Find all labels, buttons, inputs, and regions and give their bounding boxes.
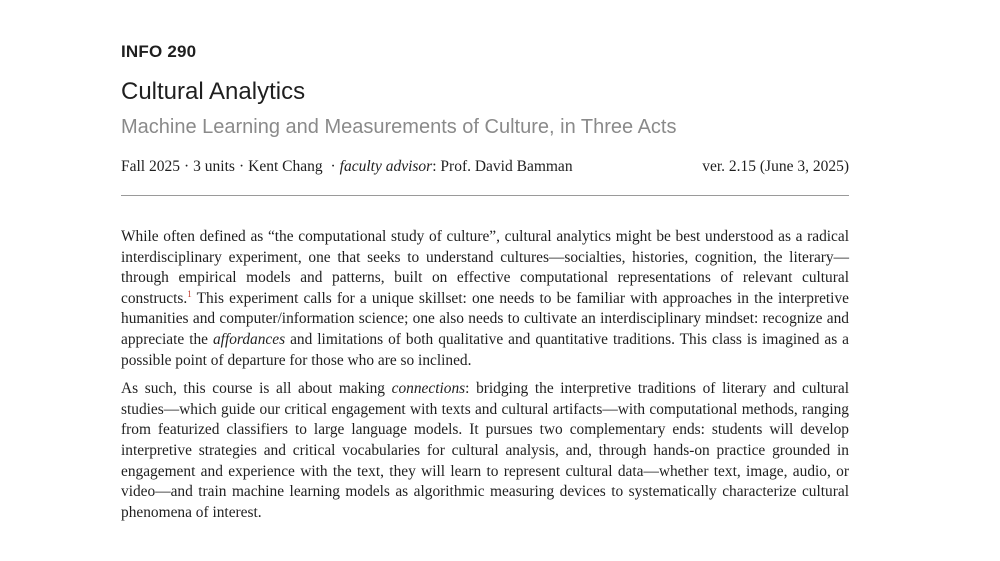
advisor-name: Prof. David Bamman — [440, 158, 573, 175]
emphasis-text: affordances — [212, 330, 286, 348]
course-subtitle: Machine Learning and Measurements of Culture, in Three Acts — [121, 116, 677, 138]
connections-paragraph — [121, 379, 849, 523]
paragraph-text: : bridging the interpretive traditions of literary and cultural studies—which guide our critical engagement with texts and cultural artifacts—with computational methods, ranging from featurized classifiers to large language models. It pursues two complementary ends: students will develop interpretive strategies and critical vocabularies for cultural analysis, and, through hands-on practice grounded in engagement and experience with the text, they will learn to represent cultural data—whether text, image, audio, or video—and train machine learning models as algorithmic measuring devices to systematically characterize cultural phenomena of interest. — [121, 380, 849, 521]
separator: · — [238, 158, 245, 175]
footnote-marker[interactable]: 1 — [187, 288, 192, 299]
separator: · — [184, 158, 190, 175]
version: ver. 2.15 (June 3, 2025) — [702, 158, 849, 175]
paragraph-text: This experiment calls for a unique skillset: one needs to be familiar with approaches in the interpretive humanities and computer/information science; one also needs to cultivate an interdisciplinary mindset: recognize and appreciate the — [121, 289, 849, 348]
advisor-colon: : — [432, 158, 437, 175]
separator: · — [330, 158, 336, 175]
paragraph-text: As such, this course is all about making — [121, 380, 392, 398]
emphasis-text: connections — [391, 380, 466, 398]
units: 3 units — [193, 158, 235, 175]
course-code: INFO 290 — [121, 42, 197, 61]
syllabus-body — [121, 227, 849, 531]
course-meta-left — [121, 158, 573, 176]
course-meta-line — [121, 158, 849, 176]
instructor: Kent Chang — [248, 158, 323, 175]
course-title: Cultural Analytics — [121, 78, 306, 105]
header-divider — [121, 195, 849, 196]
paragraph-text: While often defined as “the computational study of culture”, cultural analytics might be best understood as a radical interdisciplinary experiment, one that seeks to understand cultures—socialties, histories, cognition, the literary—through empirical models and patterns, built on effective computational representations of relevant cultural constructs. — [121, 228, 849, 307]
paragraph-text: and limitations of both qualitative and quantitative traditions. This class is imagined as a possible point of departure for those who are so inclined. — [121, 330, 849, 369]
term: Fall 2025 — [121, 158, 180, 175]
intro-paragraph — [121, 227, 849, 371]
advisor-label: faculty advisor — [339, 158, 433, 175]
